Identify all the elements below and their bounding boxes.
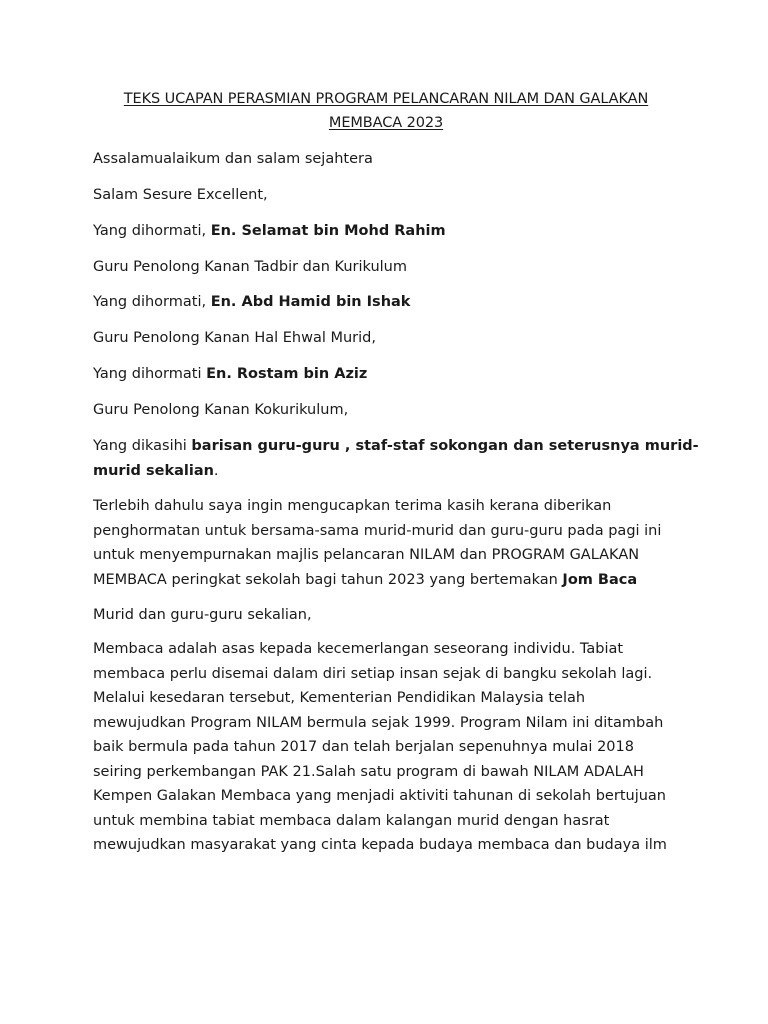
document-title <box>92 87 680 135</box>
honoree-2-line <box>93 290 683 315</box>
opening-line-4-text: MEMBACA peringkat sekolah bagi tahun 2023 yang bertemakan <box>93 571 563 588</box>
honoree-2-name: En. Abd Hamid bin Ishak <box>210 294 411 310</box>
honoree-3-role: Guru Penolong Kanan Kokurikulum, <box>93 402 349 418</box>
honoree-1-role: Guru Penolong Kanan Tadbir dan Kurikulum <box>93 259 408 275</box>
honoree-3-line <box>93 362 683 387</box>
opening-paragraph <box>93 494 683 592</box>
salam-line: Salam Sesure Excellent, <box>93 187 268 203</box>
honoree-2-prefix: Yang dihormati, <box>93 294 211 310</box>
body-line-8: untuk membina tabiat membaca dalam kalangan murid dengan hasrat <box>93 812 610 829</box>
body-line-1: Membaca adalah asas kepada kecemerlangan seseorang individu. Tabiat <box>93 641 624 657</box>
audience-line-1 <box>93 434 699 459</box>
honoree-3-name: En. Rostam bin Aziz <box>206 366 368 382</box>
theme-name: Jom Baca <box>562 571 638 588</box>
title-line-1: TEKS UCAPAN PERASMIAN PROGRAM PELANCARAN NILAM DAN GALAKAN <box>123 91 649 107</box>
audience-prefix: Yang dikasihi <box>93 438 192 454</box>
body-line-7: Kempen Galakan Membaca yang menjadi aktiviti tahunan di sekolah bertujuan <box>93 788 666 804</box>
audience-paragraph <box>93 434 699 483</box>
body-line-2: membaca perlu disemai dalam diri setiap insan sejak di bangku sekolah lagi. <box>93 665 653 682</box>
body-paragraph <box>93 637 683 858</box>
opening-line-2: penghormatan untuk bersama-sama murid-murid dan guru-guru pada pagi ini <box>93 522 662 539</box>
body-line-4: mewujudkan Program NILAM bermula sejak 1999. Program Nilam ini ditambah <box>93 714 664 731</box>
audience-bold-1: barisan guru-guru , staf-staf sokongan dan seterusnya murid- <box>191 438 699 454</box>
audience-bold-2: murid sekalian <box>93 462 214 479</box>
honoree-1-name: En. Selamat bin Mohd Rahim <box>210 223 446 239</box>
audience-suffix: . <box>213 462 219 479</box>
audience-line-2 <box>93 459 683 484</box>
greeting-line: Assalamualaikum dan salam sejahtera <box>93 151 373 167</box>
honoree-3-prefix: Yang dihormati <box>93 366 207 382</box>
honoree-1-line <box>93 219 683 244</box>
honoree-2-role: Guru Penolong Kanan Hal Ehwal Murid, <box>93 330 376 346</box>
address-line: Murid dan guru-guru sekalian, <box>93 607 312 623</box>
opening-line-1: Terlebih dahulu saya ingin mengucapkan terima kasih kerana diberikan <box>93 498 612 514</box>
body-line-6: seiring perkembangan PAK 21.Salah satu program di bawah NILAM ADALAH <box>93 763 644 780</box>
honoree-1-prefix: Yang dihormati, <box>93 223 211 239</box>
opening-line-3: untuk menyempurnakan majlis pelancaran NILAM dan PROGRAM GALAKAN <box>93 547 640 563</box>
body-line-9: mewujudkan masyarakat yang cinta kepada budaya membaca dan budaya ilm <box>93 837 667 853</box>
body-line-3: Melalui kesedaran tersebut, Kementerian Pendidikan Malaysia telah <box>93 690 586 706</box>
title-line-2: MEMBACA 2023 <box>328 115 444 131</box>
opening-line-4 <box>93 568 683 593</box>
body-line-5: baik bermula pada tahun 2017 dan telah berjalan sepenuhnya mulai 2018 <box>93 739 634 755</box>
